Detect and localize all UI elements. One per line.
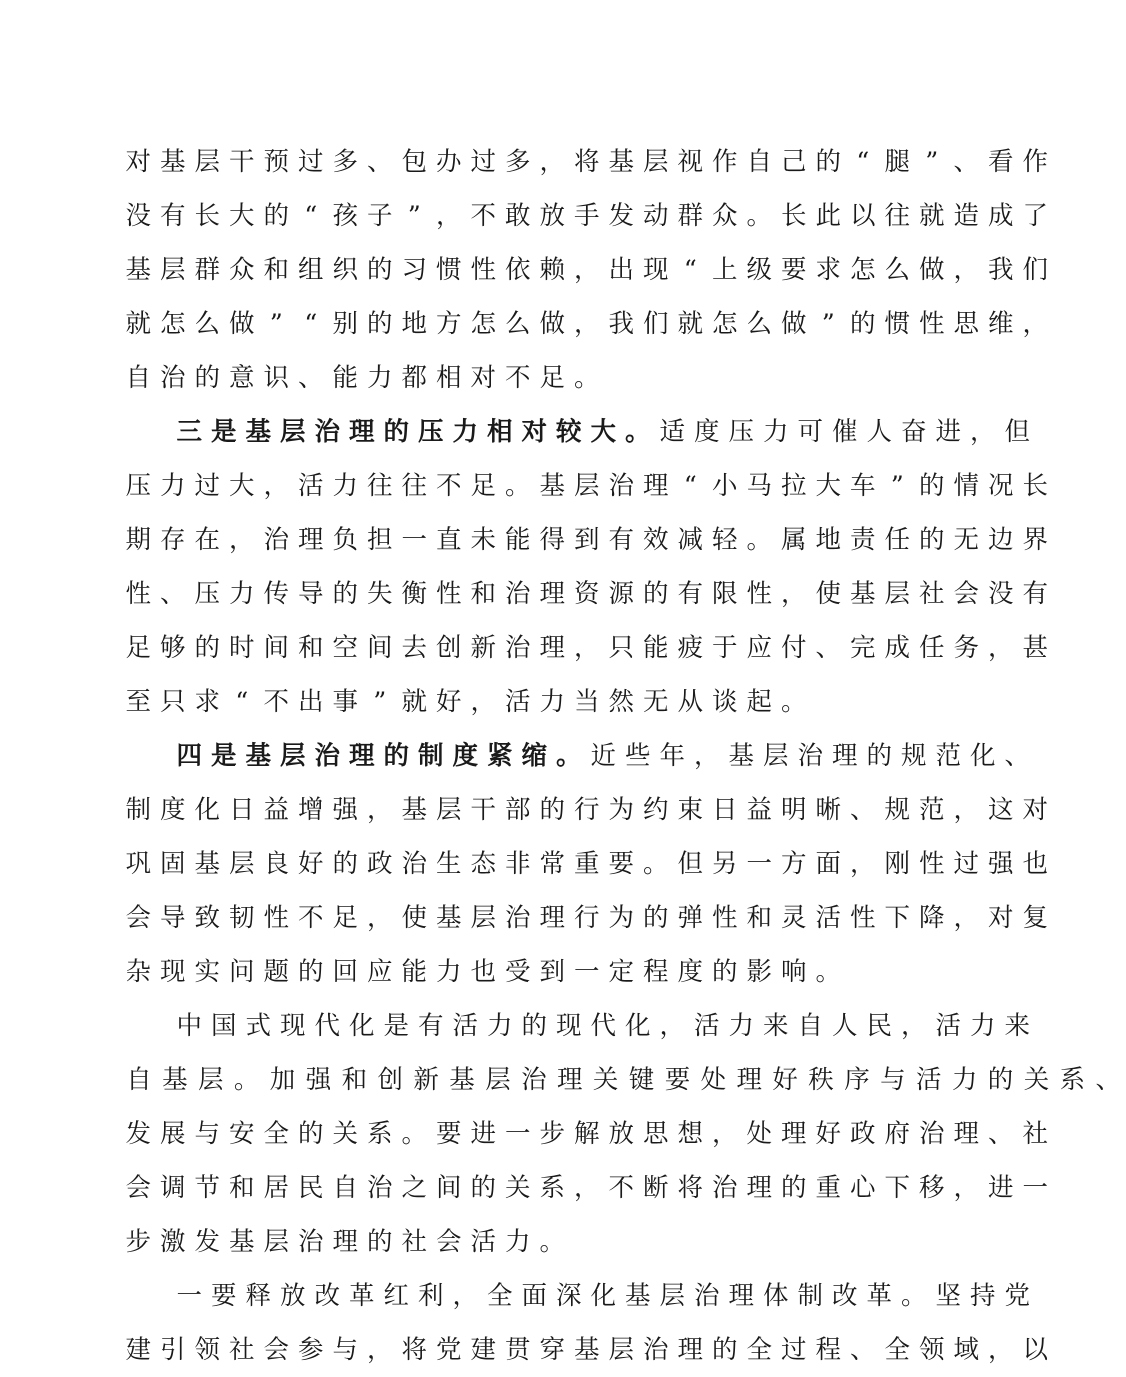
text-line: 自 治 的 意 识 、 能 力 都 相 对 不 足 。 xyxy=(125,363,600,393)
text-line: 性 、 压 力 传 导 的 失 衡 性 和 治 理 资 源 的 有 限 性 ， 使 基 层 社 会 没 有 xyxy=(125,579,1048,609)
text-line: 期 存 在 ， 治 理 负 担 一 直 未 能 得 到 有 效 减 轻 。 属 地 责 任 的 无 边 界 xyxy=(125,525,1048,555)
text-line: 步 激 发 基 层 治 理 的 社 会 活 力 。 xyxy=(125,1227,565,1257)
text-line: 没 有 长 大 的 “ 孩 子 ” ， 不 敢 放 手 发 动 群 众 。 长 此 以 往 就 造 成 了 xyxy=(125,201,1048,231)
text-line: 发 展 与 安 全 的 关 系 。 要 进 一 步 解 放 思 想 ， 处 理 好 政 府 治 理 、 社 xyxy=(125,1119,1048,1149)
text-line: 对 基 层 干 预 过 多 、 包 办 过 多 ， 将 基 层 视 作 自 己 的 “ 腿 ” 、 看 作 xyxy=(125,147,1048,177)
text-line: 足 够 的 时 间 和 空 间 去 创 新 治 理 ， 只 能 疲 于 应 付 、 完 成 任 务 ， 甚 xyxy=(125,633,1048,663)
text-line: 杂 现 实 问 题 的 回 应 能 力 也 受 到 一 定 程 度 的 影 响 。 xyxy=(125,957,841,987)
text-line: 基 层 群 众 和 组 织 的 习 惯 性 依 赖 ， 出 现 “ 上 级 要 求 怎 么 做 ， 我 们 xyxy=(125,255,1048,285)
text-line: 就 怎 么 做 ” “ 别 的 地 方 怎 么 做 ， 我 们 就 怎 么 做 ” 的 惯 性 思 维 ， xyxy=(125,309,1048,339)
text-line: 会 调 节 和 居 民 自 治 之 间 的 关 系 ， 不 断 将 治 理 的 重 心 下 移 ， 进 一 xyxy=(125,1173,1048,1203)
text-line: 自 基 层 。 加 强 和 创 新 基 层 治 理 关 键 要 处 理 好 秩 序 与 活 力 的 关 系 、 xyxy=(126,1065,1121,1095)
text-line: 四 是 基 层 治 理 的 制 度 紧 缩 。 近 些 年 ， 基 层 治 理 的 规 范 化 、 xyxy=(176,741,1030,771)
text-line: 中 国 式 现 代 化 是 有 活 力 的 现 代 化 ， 活 力 来 自 人 民 ， 活 力 来 xyxy=(176,1011,1030,1041)
text-line: 压 力 过 大 ， 活 力 往 往 不 足 。 基 层 治 理 “ 小 马 拉 大 车 ” 的 情 况 长 xyxy=(125,471,1048,501)
text-line: 一 要 释 放 改 革 红 利 ， 全 面 深 化 基 层 治 理 体 制 改 革 。 坚 持 党 xyxy=(176,1281,1030,1311)
text-line: 制 度 化 日 益 增 强 ， 基 层 干 部 的 行 为 约 束 日 益 明 晰 、 规 范 ， 这 对 xyxy=(125,795,1048,825)
text-line: 建 引 领 社 会 参 与 ， 将 党 建 贯 穿 基 层 治 理 的 全 过 程 、 全 领 域 ， 以 xyxy=(125,1335,1048,1365)
text-line: 巩 固 基 层 良 好 的 政 治 生 态 非 常 重 要 。 但 另 一 方 面 ， 刚 性 过 强 也 xyxy=(125,849,1048,879)
text-line: 至 只 求 “ 不 出 事 ” 就 好 ， 活 力 当 然 无 从 谈 起 。 xyxy=(125,687,807,717)
text-line: 会 导 致 韧 性 不 足 ， 使 基 层 治 理 行 为 的 弹 性 和 灵 活 性 下 降 ， 对 复 xyxy=(125,903,1048,933)
text-line: 三 是 基 层 治 理 的 压 力 相 对 较 大 。 适 度 压 力 可 催 人 奋 进 ， 但 xyxy=(176,417,1030,447)
